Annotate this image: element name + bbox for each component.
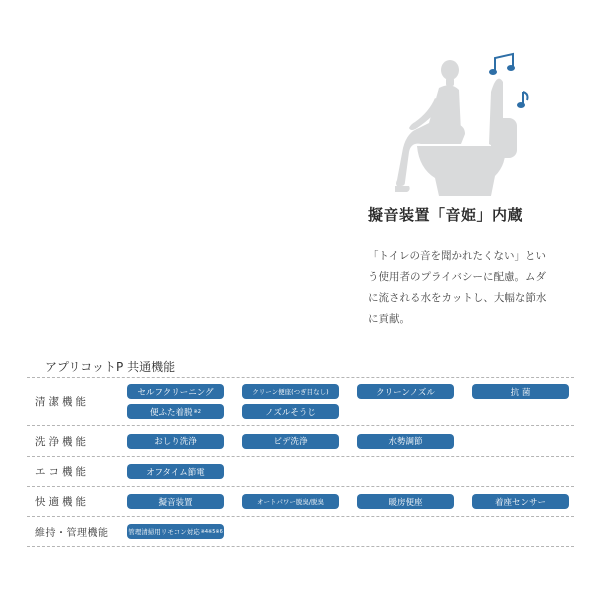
toilet-person-illustration [395, 52, 530, 202]
feature-title: 擬音装置「音姫」内蔵 [368, 206, 524, 224]
feature-pill-seat-sensor[interactable]: 着座センサー [472, 494, 569, 509]
feature-pill-self-cleaning[interactable]: セルフクリーニング [127, 384, 224, 399]
feature-row-maintenance [27, 517, 574, 547]
footnote-mark: ※4※5※6 [200, 528, 223, 535]
row-items [127, 378, 574, 425]
footnote-mark: ※2 [193, 408, 201, 415]
row-items [127, 426, 574, 456]
row-label: 洗浄機能 [35, 435, 89, 448]
feature-table [27, 377, 574, 547]
feature-pill-water-pressure[interactable]: 水勢調節 [357, 434, 454, 449]
feature-pill-sound-masking[interactable]: 擬音装置 [127, 494, 224, 509]
row-label: 快適機能 [35, 496, 89, 508]
feature-pill-remote-control[interactable]: 管理清掃用リモコン対応 ※4※5※6 [127, 524, 224, 539]
feature-pill-clean-seat[interactable]: クリーン便座(つぎ目なし) [242, 384, 339, 399]
feature-pill-clean-nozzle[interactable]: クリーンノズル [357, 384, 454, 399]
row-items [127, 457, 574, 486]
feature-description: 「トイレの音を聞かれたくない」という使用者のプライバシーに配慮。ムダに流される水をカットし、大幅な節水に貢献。 [368, 250, 547, 325]
feature-pill-off-time-saving[interactable]: オフタイム節電 [127, 464, 224, 479]
row-items [127, 487, 574, 516]
row-label: 清潔機能 [35, 396, 89, 408]
feature-pill-bidet-wash[interactable]: ビデ洗浄 [242, 434, 339, 449]
feature-pill-auto-deodorize[interactable]: オートパワー脱臭/脱臭 [242, 494, 339, 509]
row-items [127, 517, 574, 546]
section-title: アプリコットP 共通機能 [45, 360, 176, 374]
feature-pill-rear-wash[interactable]: おしり洗浄 [127, 434, 224, 449]
row-label: 維持・管理機能 [35, 528, 109, 539]
feature-row-washing [27, 426, 574, 457]
feature-row-cleanliness [27, 378, 574, 426]
row-label: エコ機能 [35, 466, 89, 478]
feature-pill-nozzle-cleaning[interactable]: ノズルそうじ [242, 404, 339, 419]
feature-row-comfort [27, 487, 574, 517]
feature-row-eco [27, 457, 574, 487]
feature-pill-antibacterial[interactable]: 抗 菌 [472, 384, 569, 399]
feature-pill-heated-seat[interactable]: 暖房便座 [357, 494, 454, 509]
feature-pill-lid-removable[interactable]: 便ふた着脱 ※2 [127, 404, 224, 419]
